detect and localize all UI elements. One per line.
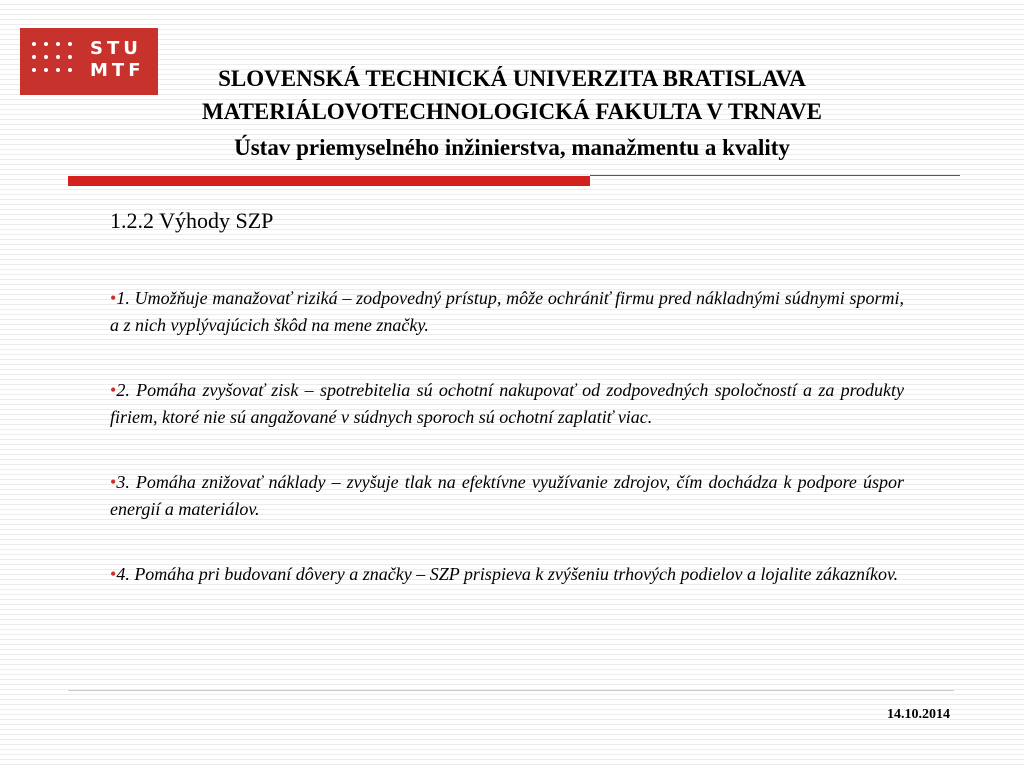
header-thin-rule xyxy=(590,175,960,176)
bullet-marker: • xyxy=(110,472,117,492)
bullet-marker: • xyxy=(110,380,117,400)
bullet-item xyxy=(110,285,904,339)
logo-line-2: MTF xyxy=(90,60,145,81)
bullet-text: 4. Pomáha pri budovaní dôvery a značky – SZP prispieva k zvýšeniu trhových podielov a lojalite zákazníkov. xyxy=(116,564,899,584)
bullet-text: 2. Pomáha zvyšovať zisk – spotrebitelia sú ochotní nakupovať od zodpovedných spoločností a za produkty firiem, ktoré nie sú angažované v súdnych sporoch sú ochotní zaplatiť viac. xyxy=(110,380,904,427)
footer-rule xyxy=(68,690,954,691)
logo-line-1: STU xyxy=(90,38,142,59)
faculty-name: MATERIÁLOVOTECHNOLOGICKÁ FAKULTA V TRNAVE xyxy=(201,99,823,124)
footer-date: 14.10.2014 xyxy=(887,707,950,722)
bullet-item xyxy=(110,377,904,431)
bullet-text: 1. Umožňuje manažovať riziká – zodpovedný prístup, môže ochrániť firmu pred nákladnými súdnymi spormi, a z nich vyplývajúcich škôd na mene značky. xyxy=(110,288,904,335)
section-title: 1.2.2 Výhody SZP xyxy=(110,208,274,233)
university-name: SLOVENSKÁ TECHNICKÁ UNIVERZITA BRATISLAVA xyxy=(218,66,806,91)
bullet-item xyxy=(110,561,904,588)
bullet-text: 3. Pomáha znižovať náklady – zvyšuje tlak na efektívne využívanie zdrojov, čím dochádza k podpore úspor energií a materiálov. xyxy=(110,472,904,519)
header-red-bar xyxy=(68,176,590,186)
bullet-marker: • xyxy=(110,564,117,584)
institute-name: Ústav priemyselného inžinierstva, manažmentu a kvality xyxy=(234,135,790,160)
bullet-item xyxy=(110,469,904,523)
bullet-list xyxy=(110,285,904,626)
bullet-marker: • xyxy=(110,288,117,308)
